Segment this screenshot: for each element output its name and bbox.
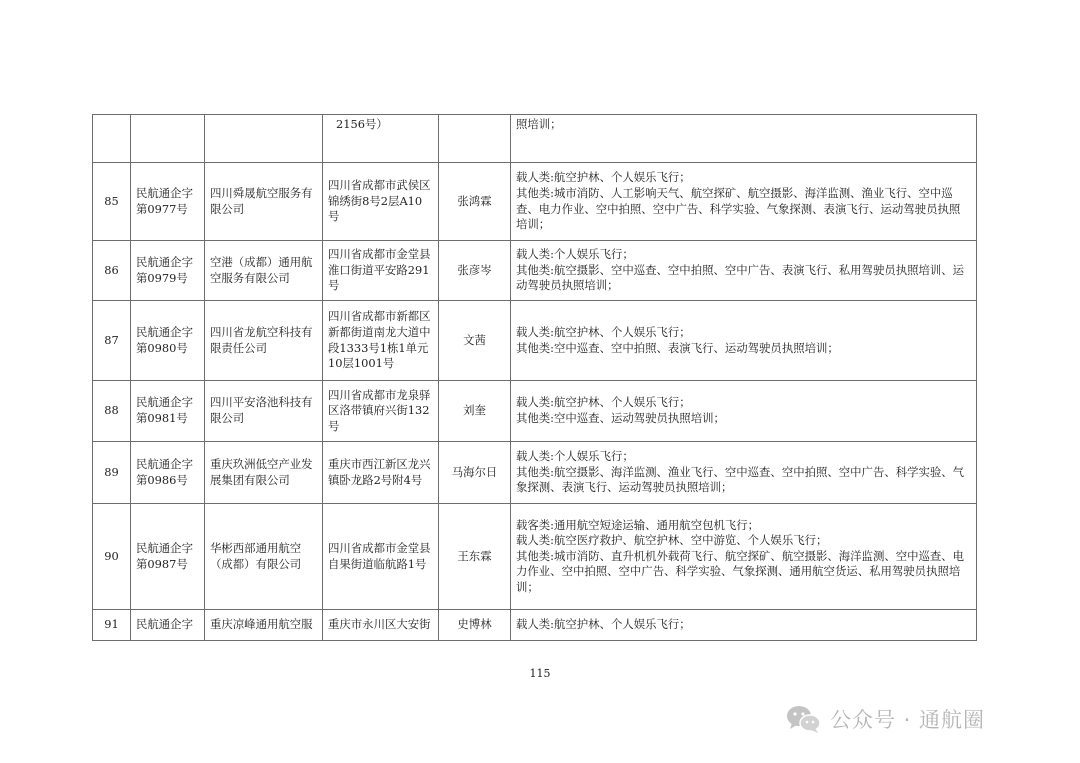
table-row (93, 301, 977, 381)
scope-cell (511, 504, 977, 610)
table-row (93, 504, 977, 610)
no-cell: 85 (93, 163, 131, 241)
no-cell: 87 (93, 301, 131, 381)
table-row (93, 442, 977, 504)
person-cell: 史博林 (439, 610, 511, 641)
address-cell: 四川省成都市龙泉驿区洛带镇府兴街132号 (323, 381, 439, 442)
scope-line: 载人类:个人娱乐飞行； (516, 449, 634, 464)
scope-line: 载人类:航空护林、个人娱乐飞行； (516, 395, 691, 410)
company-cell: 重庆玖洲低空产业发展集团有限公司 (205, 442, 323, 504)
scope-cell (511, 301, 977, 381)
scope-cell (511, 381, 977, 442)
registry-table (92, 114, 977, 641)
person-cell: 张彦岑 (439, 241, 511, 301)
watermark-text: 公众号 · 通航圈 (830, 708, 986, 732)
scope-line: 载人类:航空护林、个人娱乐飞行； (516, 617, 691, 632)
person-cell: 张鸿霖 (439, 163, 511, 241)
scope-line: 载人类:航空护林、个人娱乐飞行； (516, 324, 691, 339)
person-cell: 刘奎 (439, 381, 511, 442)
scope-cell (511, 163, 977, 241)
address-cell: 四川省成都市金堂县淮口街道平安路291号 (323, 241, 439, 301)
person-cell: 马海尔日 (439, 442, 511, 504)
scope-cell (511, 610, 977, 641)
address-cell: 四川省成都市新都区新都街道南龙大道中段1333号1栋1单元10层1001号 (323, 301, 439, 381)
license-cell: 民航通企字第0981号 (131, 381, 205, 442)
scope-line: 其他类:空中巡查、运动驾驶员执照培训； (516, 411, 725, 425)
scope-line: 载人类:个人娱乐飞行； (516, 247, 634, 262)
scope-line: 其他类:航空摄影、空中巡查、空中拍照、空中广告、表演飞行、私用驾驶员执照培训、运动驾驶员执照培训； (516, 262, 965, 293)
address-cell: 2156号） (323, 115, 439, 163)
continuation-row (93, 115, 977, 163)
scope-line: 载客类:通用航空短途运输、通用航空包机飞行； (516, 517, 760, 532)
table-row (93, 241, 977, 301)
scope-cell (511, 241, 977, 301)
page-number: 115 (529, 667, 551, 680)
no-cell: 89 (93, 442, 131, 504)
company-cell: 四川平安洛池科技有限公司 (205, 381, 323, 442)
no-cell: 86 (93, 241, 131, 301)
company-cell (205, 115, 323, 163)
watermark (786, 702, 985, 736)
license-cell (131, 115, 205, 163)
no-cell (93, 115, 131, 163)
scope-cell (511, 442, 977, 504)
scope-line: 其他类:航空摄影、海洋监测、渔业飞行、空中巡查、空中拍照、空中广告、科学实验、气象探测、表演飞行、运动驾驶员执照培训； (516, 464, 965, 495)
table-row (93, 381, 977, 442)
address-cell: 四川省成都市武侯区锦绣街8号2层A10号 (323, 163, 439, 241)
no-cell: 90 (93, 504, 131, 610)
scope-line: 载人类:航空护林、个人娱乐飞行； (516, 170, 691, 185)
company-cell: 华彬西部通用航空（成都）有限公司 (205, 504, 323, 610)
table-row (93, 610, 977, 641)
address-cell: 四川省成都市金堂县自果街道临航路1号 (323, 504, 439, 610)
no-cell: 88 (93, 381, 131, 442)
address-cell: 重庆市西江新区龙兴镇卧龙路2号附4号 (323, 442, 439, 504)
scope-line: 其他类:城市消防、人工影响天气、航空探矿、航空摄影、海洋监测、渔业飞行、空中巡查、电力作业、空中拍照、空中广告、科学实验、气象探测、表演飞行、运动驾驶员执照培训； (516, 185, 961, 232)
license-cell: 民航通企字第0986号 (131, 442, 205, 504)
person-cell: 王东霖 (439, 504, 511, 610)
table-row (93, 163, 977, 241)
person-cell: 文茜 (439, 301, 511, 381)
scope-line: 载人类:航空医疗救护、航空护林、空中游览、个人娱乐飞行； (516, 533, 828, 548)
company-cell: 重庆凉峰通用航空服 (205, 610, 323, 641)
license-cell: 民航通企字第0987号 (131, 504, 205, 610)
address-cell: 重庆市永川区大安街 (323, 610, 439, 641)
company-cell: 四川舜晟航空服务有限公司 (205, 163, 323, 241)
scope-line: 其他类:空中巡查、空中拍照、表演飞行、运动驾驶员执照培训； (516, 340, 839, 355)
scope-line: 其他类:城市消防、直升机机外载荷飞行、航空探矿、航空摄影、海洋监测、空中巡查、电力作业、空中拍照、空中广告、科学实验、气象探测、通用航空货运、私用驾驶员执照培训； (516, 548, 965, 594)
wechat-icon (786, 704, 822, 734)
scope-line: 照培训； (516, 117, 562, 131)
license-cell: 民航通企字 (131, 610, 205, 641)
company-cell: 空港（成都）通用航空服务有限公司 (205, 241, 323, 301)
license-cell: 民航通企字第0977号 (131, 163, 205, 241)
license-cell: 民航通企字第0979号 (131, 241, 205, 301)
no-cell: 91 (93, 610, 131, 641)
person-cell (439, 115, 511, 163)
scope-cell (511, 115, 977, 163)
company-cell: 四川省龙航空科技有限责任公司 (205, 301, 323, 381)
license-cell: 民航通企字第0980号 (131, 301, 205, 381)
